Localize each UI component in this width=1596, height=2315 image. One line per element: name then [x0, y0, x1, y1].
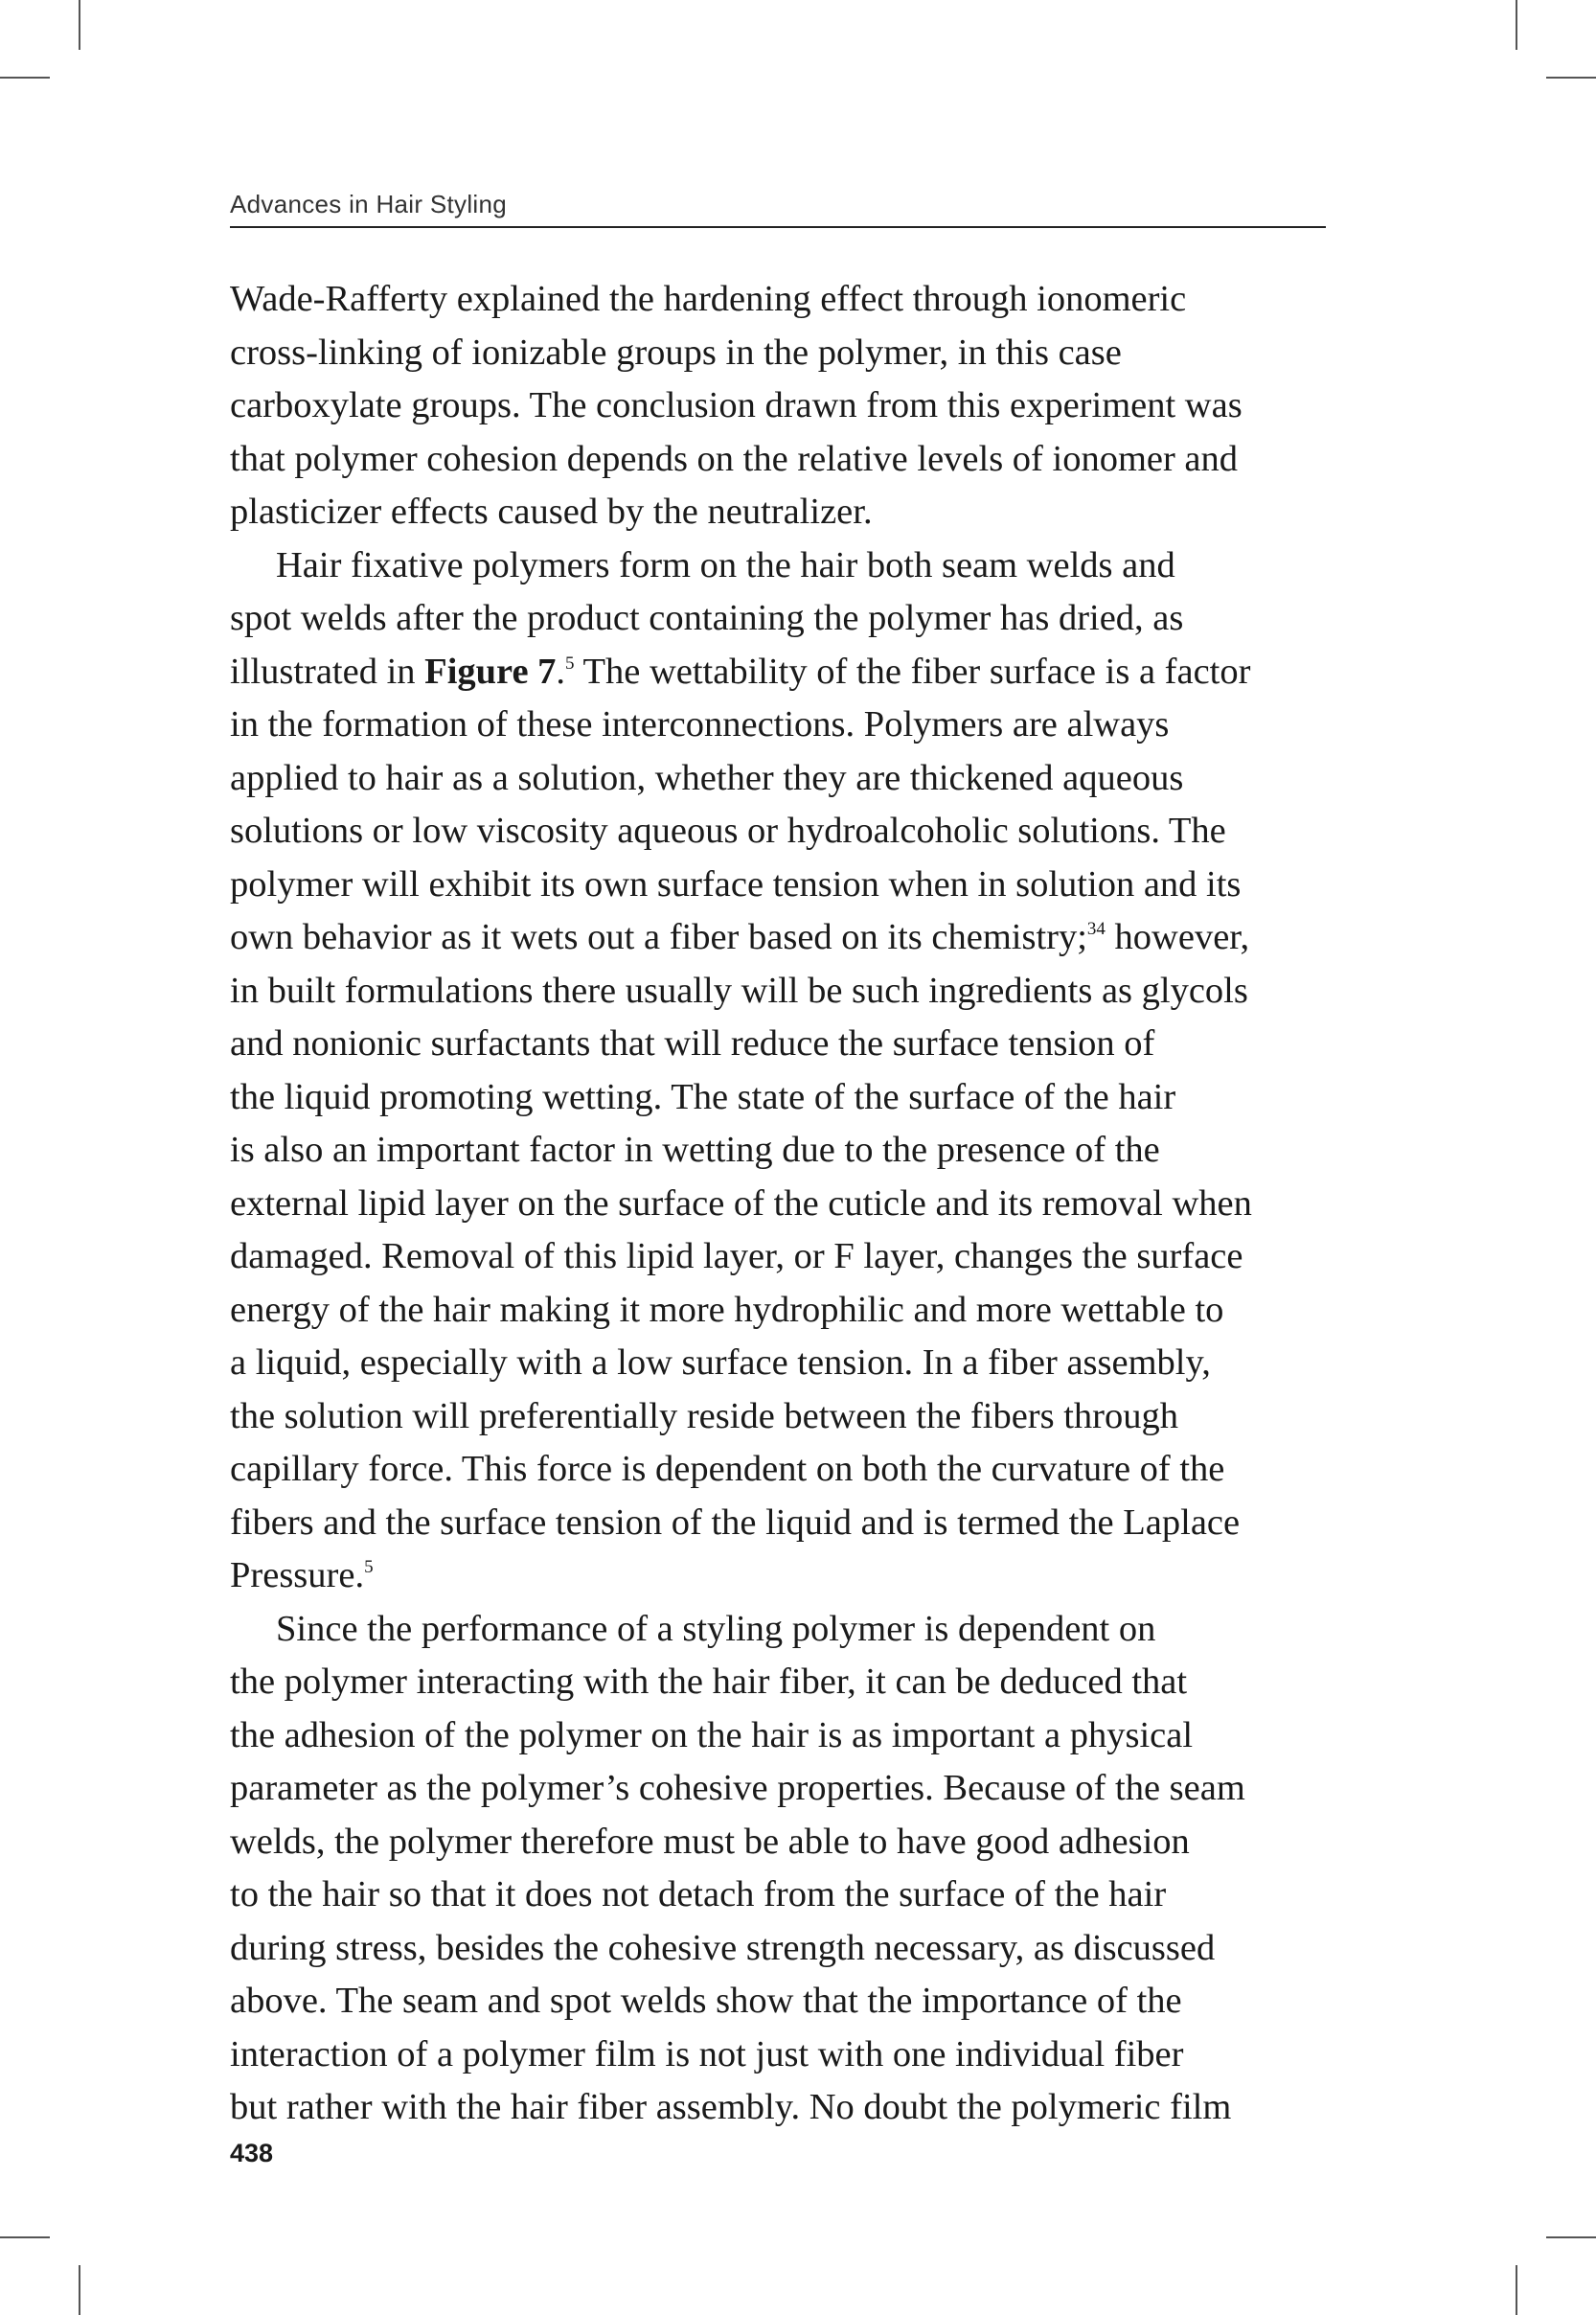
- text-line: [230, 805, 1341, 859]
- line-text: however,: [1105, 917, 1250, 957]
- text-line: [230, 1390, 1341, 1444]
- text-line: [230, 1603, 1341, 1657]
- text-line: [230, 1868, 1341, 1922]
- crop-mark-bottom-right-vertical: [1516, 2265, 1517, 2315]
- text-line: [230, 965, 1341, 1019]
- line-text: and nonionic surfactants that will reduce the surface tension of: [230, 1023, 1155, 1064]
- text-line: [230, 592, 1341, 646]
- line-text: Since the performance of a styling polymer is dependent on: [276, 1608, 1156, 1649]
- line-text: cross-linking of ionizable groups in the polymer, in this case: [230, 332, 1122, 373]
- page-number: 438: [230, 2139, 274, 2167]
- text-line: [230, 1124, 1341, 1178]
- text-line: [230, 1337, 1341, 1390]
- line-text: polymer will exhibit its own surface tension when in solution and its: [230, 863, 1242, 905]
- text-line: [230, 2028, 1341, 2082]
- line-text: external lipid layer on the surface of the cuticle and its removal when: [230, 1182, 1252, 1224]
- line-text: the solution will preferentially reside between the fibers through: [230, 1395, 1179, 1436]
- text-line: [230, 1816, 1341, 1869]
- text-line: [230, 1178, 1341, 1231]
- line-text: that polymer cohesion depends on the relative levels of ionomer and: [230, 438, 1239, 479]
- text-line: [230, 1922, 1341, 1976]
- text-line: [230, 379, 1341, 433]
- line-text: The wettability of the fiber surface is a factor: [574, 651, 1251, 692]
- line-text: in built formulations there usually will be such ingredients as glycols: [230, 970, 1248, 1011]
- line-text: Wade-Rafferty explained the hardening effect through ionomeric: [230, 279, 1187, 319]
- text-line: [230, 327, 1341, 380]
- line-text: fibers and the surface tension of the liquid and is termed the Laplace: [230, 1501, 1241, 1543]
- crop-mark-top-left-vertical: [79, 0, 80, 50]
- text-line: [230, 1762, 1341, 1816]
- text-line: [230, 752, 1341, 806]
- text-line: [230, 646, 1341, 699]
- running-head: Advances in Hair Styling: [230, 190, 507, 218]
- line-text: carboxylate groups. The conclusion drawn from this experiment was: [230, 385, 1243, 425]
- text-line: [230, 1709, 1341, 1763]
- citation-superscript: 5: [364, 1557, 374, 1577]
- text-line: [230, 911, 1341, 965]
- text-line: [230, 486, 1341, 539]
- citation-superscript: 5: [565, 653, 575, 674]
- line-text: solutions or low viscosity aqueous or hydroalcoholic solutions. The: [230, 811, 1226, 851]
- line-text: .: [556, 651, 566, 692]
- line-text: interaction of a polymer film is not just with one individual fiber: [230, 2033, 1184, 2074]
- line-text: is also an important factor in wetting due to the presence of the: [230, 1130, 1160, 1170]
- line-text: welds, the polymer therefore must be able to have good adhesion: [230, 1821, 1190, 1862]
- text-line: [230, 1975, 1341, 2028]
- text-line: [230, 2081, 1341, 2135]
- line-text: during stress, besides the cohesive strength necessary, as discussed: [230, 1927, 1216, 1968]
- crop-mark-bottom-right-horizontal: [1546, 2236, 1596, 2238]
- figure-reference: Figure 7: [424, 651, 557, 692]
- line-text: Pressure.: [230, 1555, 365, 1595]
- crop-mark-bottom-left-vertical: [79, 2265, 80, 2315]
- text-line: [230, 1497, 1341, 1550]
- line-text: a liquid, especially with a low surface tension. In a fiber assembly,: [230, 1342, 1211, 1383]
- line-text: to the hair so that it does not detach from the surface of the hair: [230, 1874, 1167, 1914]
- line-text: spot welds after the product containing the polymer has dried, as: [230, 598, 1184, 638]
- line-text: the adhesion of the polymer on the hair is as important a physical: [230, 1714, 1194, 1755]
- line-text: energy of the hair making it more hydrophilic and more wettable to: [230, 1289, 1224, 1330]
- line-text: capillary force. This force is dependent on both the curvature of the: [230, 1449, 1225, 1489]
- line-text: damaged. Removal of this lipid layer, or F layer, changes the surface: [230, 1236, 1243, 1276]
- citation-superscript: 34: [1086, 919, 1106, 939]
- text-line: [230, 433, 1341, 487]
- crop-mark-bottom-left-horizontal: [0, 2236, 50, 2238]
- line-text: the polymer interacting with the hair fiber, it can be deduced that: [230, 1662, 1188, 1702]
- text-line: [230, 1071, 1341, 1125]
- text-line: [230, 1656, 1341, 1709]
- line-text: illustrated in: [230, 651, 425, 692]
- text-line: [230, 1284, 1341, 1338]
- text-line: [230, 1443, 1341, 1497]
- line-text: applied to hair as a solution, whether they are thickened aqueous: [230, 757, 1184, 798]
- text-line: [230, 1549, 1341, 1603]
- text-line: [230, 699, 1341, 752]
- text-line: [230, 859, 1341, 912]
- line-text: plasticizer effects caused by the neutralizer.: [230, 492, 873, 532]
- text-line: [230, 1230, 1341, 1284]
- line-text: the liquid promoting wetting. The state of the surface of the hair: [230, 1076, 1176, 1117]
- line-text: above. The seam and spot welds show that the importance of the: [230, 1981, 1182, 2021]
- line-text: but rather with the hair fiber assembly. No doubt the polymeric film: [230, 2087, 1232, 2127]
- crop-mark-top-right-vertical: [1516, 0, 1517, 50]
- body-text: [230, 273, 1341, 2135]
- line-text: in the formation of these interconnections. Polymers are always: [230, 704, 1170, 745]
- line-text: parameter as the polymer’s cohesive properties. Because of the seam: [230, 1768, 1245, 1808]
- text-line: [230, 273, 1341, 327]
- crop-mark-top-left-horizontal: [0, 77, 50, 79]
- header-rule: [230, 226, 1326, 228]
- line-text: own behavior as it wets out a fiber based on its chemistry;: [230, 917, 1087, 957]
- line-text: Hair fixative polymers form on the hair both seam welds and: [276, 544, 1175, 585]
- crop-mark-top-right-horizontal: [1546, 77, 1596, 79]
- text-line: [230, 1018, 1341, 1071]
- text-line: [230, 539, 1341, 593]
